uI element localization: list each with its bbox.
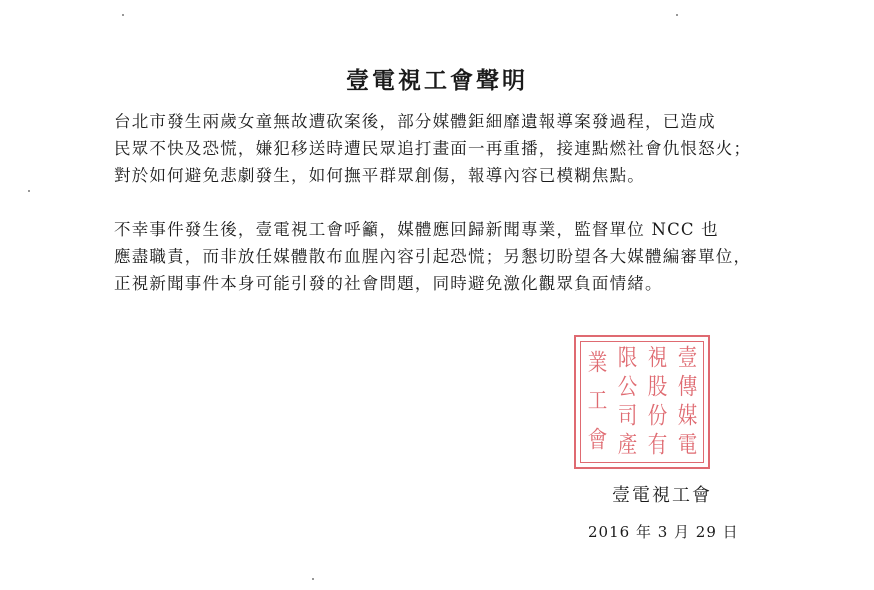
- seal-character: 媒: [677, 403, 697, 429]
- seal-character: 產: [617, 432, 637, 458]
- document-title: 壹電視工會聲明: [346, 67, 528, 94]
- seal-character: 壹: [677, 345, 697, 371]
- seal-character: 公: [617, 374, 637, 400]
- seal-character: 電: [677, 432, 697, 458]
- seal-character: 份: [647, 403, 667, 429]
- seal-character: 有: [647, 432, 667, 458]
- union-seal-characters: [580, 341, 704, 463]
- seal-column: [617, 344, 637, 460]
- seal-character: 股: [647, 374, 667, 400]
- scan-speck: [28, 190, 30, 192]
- scan-speck: [676, 14, 678, 16]
- seal-column: [677, 344, 697, 460]
- seal-character: 傳: [677, 374, 697, 400]
- seal-character: 會: [587, 427, 607, 454]
- seal-character: 業: [587, 349, 607, 376]
- paragraph-1: [114, 108, 754, 189]
- paragraph-2-line-1: 不幸事件發生後，壹電視工會呼籲，媒體應回歸新聞專業，監督單位 NCC 也: [114, 220, 719, 239]
- seal-column: [647, 344, 667, 460]
- seal-column: [587, 344, 607, 460]
- signature: 壹電視工會: [612, 485, 712, 506]
- document-date: 2016 年 3 月 29 日: [588, 523, 739, 541]
- paragraph-1-line-1: 台北市發生兩歲女童無故遭砍案後，部分媒體鉅細靡遺報導案發過程，已造成: [114, 112, 716, 131]
- scan-speck: [122, 14, 124, 16]
- paragraph-2-line-3: 正視新聞事件本身可能引發的社會問題，同時避免激化觀眾負面情緒。: [114, 274, 663, 293]
- paragraph-1-line-2: 民眾不快及恐慌，嫌犯移送時遭民眾追打畫面一再重播，接連點燃社會仇恨怒火；: [114, 139, 752, 158]
- paragraph-2: [114, 216, 754, 297]
- paragraph-1-line-3: 對於如何避免悲劇發生，如何撫平群眾創傷，報導內容已模糊焦點。: [114, 166, 645, 185]
- seal-character: 司: [617, 403, 637, 429]
- seal-character: 視: [647, 345, 667, 371]
- scan-speck: [312, 578, 314, 580]
- seal-character: 限: [617, 345, 637, 371]
- paragraph-2-line-2: 應盡職責，而非放任媒體散布血腥內容引起恐慌；另懇切盼望各大媒體編審單位，: [114, 247, 752, 266]
- union-seal-stamp: [574, 335, 710, 469]
- seal-character: 工: [587, 388, 607, 415]
